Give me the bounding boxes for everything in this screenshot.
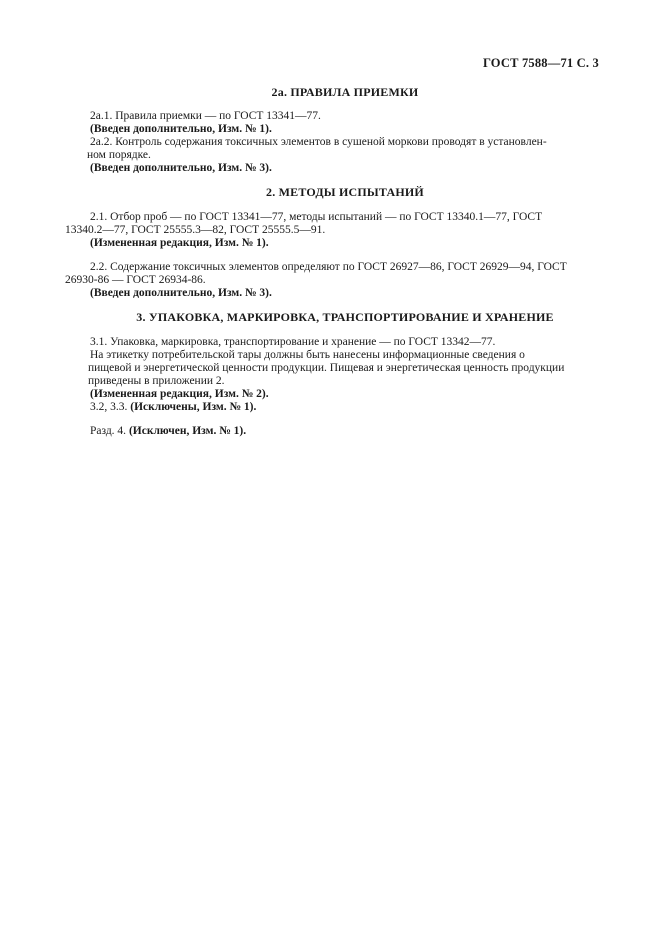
paragraph-section-4 [90,425,600,438]
paragraph-3-1-cont-line3: приведены в приложении 2. [88,375,225,387]
amendment-note: (Введен дополнительно, Изм. № 3). [90,287,272,299]
amendment-note: (Исключены, Изм. № 1). [130,401,257,413]
paragraph-2a-2-line2: ном порядке. [87,149,151,161]
amendment-note: (Введен дополнительно, Изм. № 1). [90,123,272,135]
amendment-note: (Введен дополнительно, Изм. № 3). [90,162,272,174]
section-2-body [65,211,600,250]
paragraph-2-2-line2: 26930-86 — ГОСТ 26934-86. [65,274,206,286]
paragraph-2a-1: 2а.1. Правила приемки — по ГОСТ 13341—77. [90,110,321,122]
section-3-body [90,336,600,414]
section-2-body-2 [65,261,600,300]
section-3-title: 3. УПАКОВКА, МАРКИРОВКА, ТРАНСПОРТИРОВАНИЕ И ХРАНЕНИЕ [136,310,554,324]
section-2a-body [87,110,600,175]
paragraph-3-2-3-3 [90,401,600,414]
clause-number: 3.2, 3.3. [90,401,128,413]
section-2-title: 2. МЕТОДЫ ИСПЫТАНИЙ [266,185,424,199]
paragraph-3-1-cont-line2: пищевой и энергетической ценности продукции. Пищевая и энергетическая ценность продукции [88,362,565,374]
amendment-note: (Исключен, Изм. № 1). [128,425,247,437]
amendment-note: (Измененная редакция, Изм. № 1). [90,237,269,249]
clause-number: Разд. 4. [90,425,127,437]
paragraph-3-1-cont-line1: На этикетку потребительской тары должны быть нанесены информационные сведения о [90,349,525,361]
paragraph-3-1: 3.1. Упаковка, маркировка, транспортирование и хранение — по ГОСТ 13342—77. [90,336,496,348]
page-header: ГОСТ 7588—71 С. 3 [482,56,599,70]
paragraph-2a-2-line1: 2а.2. Контроль содержания токсичных элементов в сушеной моркови проводят в установлен- [90,136,547,148]
paragraph-2-1-line2: 13340.2—77, ГОСТ 25555.3—82, ГОСТ 25555.5—91. [65,224,326,236]
amendment-note: (Измененная редакция, Изм. № 2). [90,388,269,400]
paragraph-2-2-line1: 2.2. Содержание токсичных элементов определяют по ГОСТ 26927—86, ГОСТ 26929—94, ГОСТ [90,261,567,273]
section-2a-title: 2а. ПРАВИЛА ПРИЕМКИ [271,85,419,99]
paragraph-2-1-line1: 2.1. Отбор проб — по ГОСТ 13341—77, методы испытаний — по ГОСТ 13340.1—77, ГОСТ [90,211,543,223]
section-4-note [90,425,600,438]
